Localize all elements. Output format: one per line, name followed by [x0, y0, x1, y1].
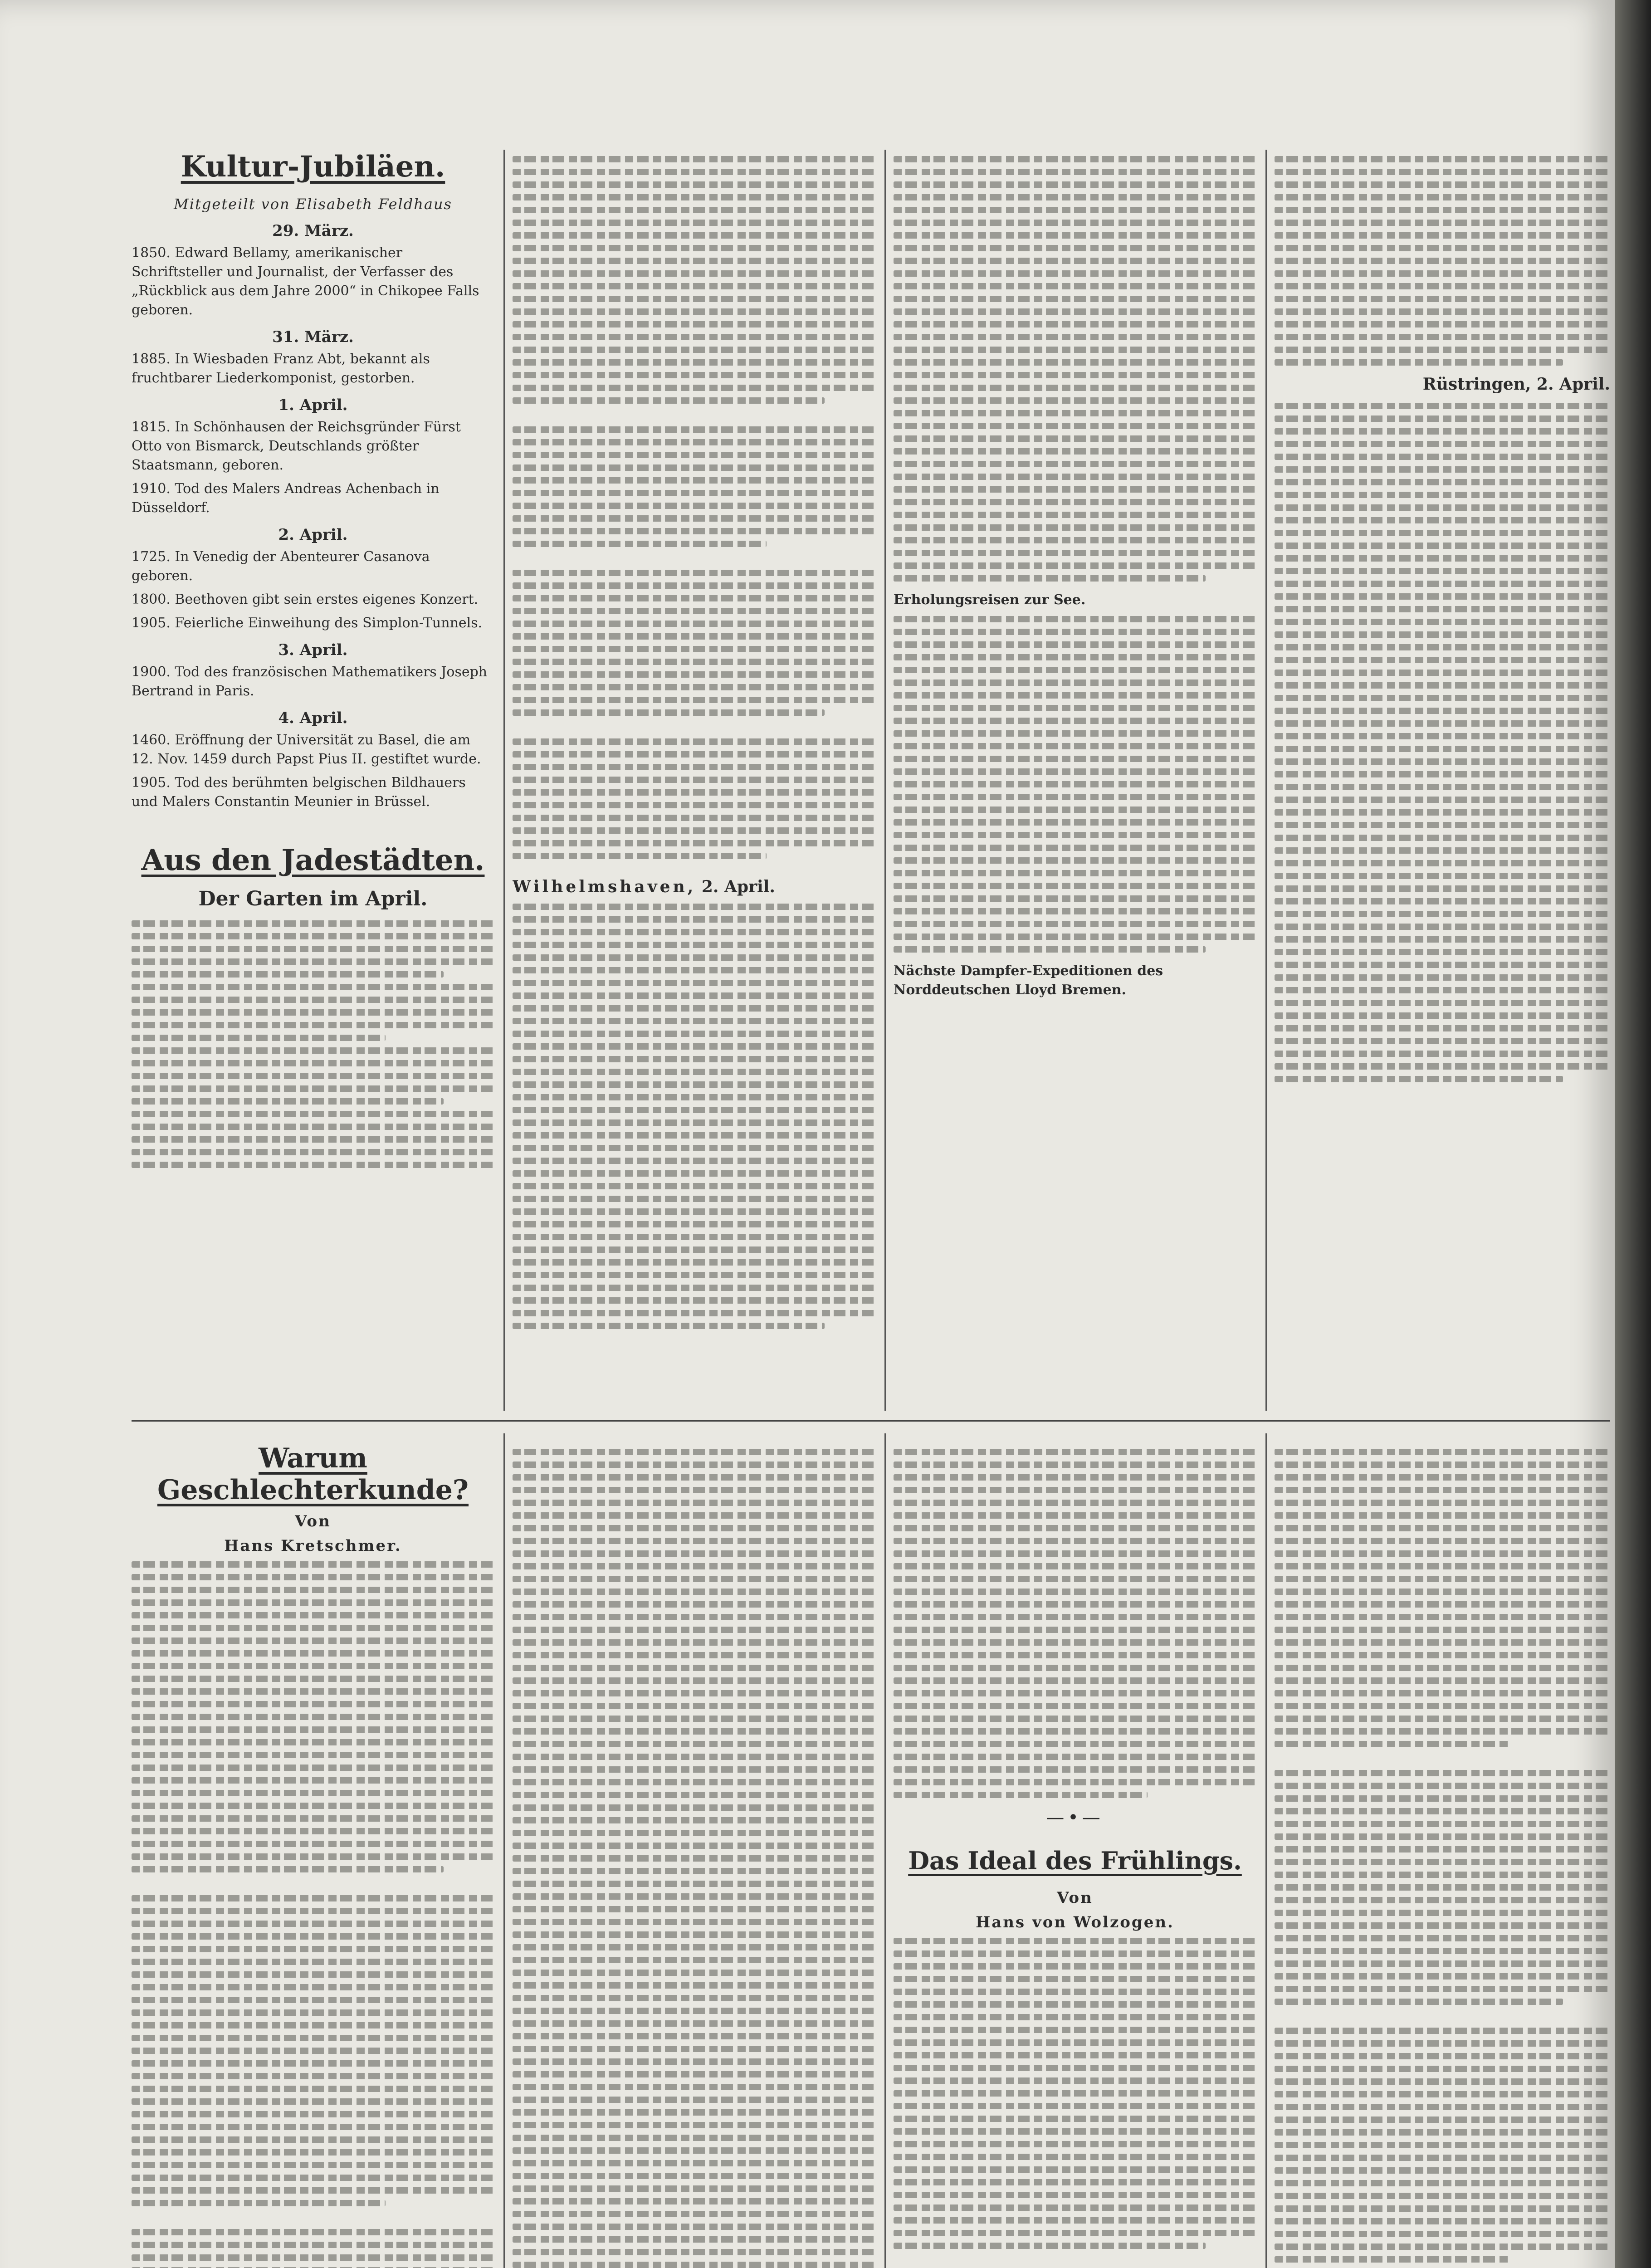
date-2-april: 2. April.: [278, 526, 348, 544]
column-rule: [1265, 150, 1267, 1411]
subheading-garten-im-april: Der Garten im April.: [198, 887, 428, 910]
article-garten-continued: [513, 156, 875, 859]
entry-1815: 1815. In Schönhausen der Reichsgründer Fürst Otto von Bismarck, Deutschlands größter Staatsmann, geboren.: [132, 419, 461, 473]
article-geschlechterkunde-end: [894, 1449, 1256, 1798]
column-rule: [1265, 1433, 1267, 2268]
column-rule: [884, 150, 886, 1411]
column-ideal-fruehling-2: [1275, 1442, 1610, 2268]
article-garten-body: [132, 920, 494, 1168]
ornament-divider: —•—: [1046, 1807, 1104, 1828]
page-edge-shadow: [1615, 0, 1651, 2268]
article-ideal-body: [894, 1938, 1256, 2249]
column-kultur-jubilaeen: [132, 150, 494, 1402]
byline-wolzogen: Hans von Wolzogen.: [976, 1913, 1174, 1931]
entry-1725: 1725. In Venedig der Abenteurer Casanova geboren.: [132, 549, 430, 584]
entry-1900: 1900. Tod des französischen Mathematikers Joseph Bertrand in Paris.: [132, 664, 488, 699]
byline-von: Von: [295, 1512, 331, 1530]
dateline-date: 2. April.: [701, 877, 775, 896]
date-3-april: 3. April.: [278, 641, 348, 659]
section-dampfer-expeditionen: Nächste Dampfer-Expeditionen des Norddeutschen Lloyd Bremen.: [894, 963, 1163, 998]
heading-aus-den-jadestaedten: Aus den Jadestädten.: [141, 843, 485, 877]
column-geschlechterkunde: [132, 1442, 494, 2268]
column-rule: [884, 1433, 886, 2268]
dateline-wilhelmshaven: [513, 877, 875, 896]
entry-1910: 1910. Tod des Malers Andreas Achenbach in Düsseldorf.: [132, 481, 440, 516]
heading-kultur-jubilaeen: Kultur-Jubiläen.: [181, 150, 445, 184]
byline-feldhaus: Mitgeteilt von Elisabeth Feldhaus: [174, 196, 452, 213]
section-divider: [132, 1420, 1610, 1422]
column-lloyd: [894, 150, 1256, 1402]
article-geschlechterkunde-body: [132, 1561, 494, 2268]
date-31-maerz: 31. März.: [272, 328, 354, 346]
column-geschlechterkunde-2: [513, 1442, 875, 2268]
entry-1850: 1850. Edward Bellamy, amerikanischer Schriftsteller und Journalist, der Verfasser des „Rückblick aus dem Jahre 2000“ in Chikopee Falls geboren.: [132, 245, 479, 318]
column-rule: [503, 150, 505, 1411]
byline-kretschmer: Hans Kretschmer.: [224, 1537, 402, 1555]
dateline-ruestringen: Rüstringen, 2. April.: [1422, 375, 1610, 394]
column-garten-continued: [513, 150, 875, 1402]
article-ideal-continued: [1275, 1449, 1610, 2263]
heading-ideal-des-fruehlings: Das Ideal des Frühlings.: [908, 1846, 1242, 1875]
article-ruestringen-body: [1275, 403, 1610, 1082]
entry-1885: 1885. In Wiesbaden Franz Abt, bekannt als fruchtbarer Liederkomponist, gestorben.: [132, 351, 430, 386]
entry-1460: 1460. Eröffnung der Universität zu Basel, die am 12. Nov. 1459 durch Papst Pius II. gestiftet wurde.: [132, 732, 481, 767]
column-ruestringen: [1275, 150, 1610, 1402]
article-kaufmannschaft-continued: [894, 156, 1256, 582]
entry-1905a: 1905. Feierliche Einweihung des Simplon-Tunnels.: [132, 615, 483, 631]
date-29-maerz: 29. März.: [272, 222, 354, 240]
article-dampfer-list: [1275, 156, 1610, 366]
column-rule: [503, 1433, 505, 2268]
entry-1905b: 1905. Tod des berühmten belgischen Bildhauers und Malers Constantin Meunier in Brüssel.: [132, 775, 466, 810]
date-4-april: 4. April.: [278, 709, 348, 727]
byline-von-2: Von: [1057, 1889, 1093, 1907]
article-geschlechterkunde-continued: [513, 1449, 875, 2268]
column-ideal-fruehling: [894, 1442, 1256, 2268]
article-kaufmannschaft-body: [513, 904, 875, 1329]
article-erholungsreisen-body: [894, 616, 1256, 953]
entry-1800: 1800. Beethoven gibt sein erstes eigenes Konzert.: [132, 591, 479, 607]
heading-warum-geschlechterkunde: Warum Geschlechterkunde?: [157, 1442, 469, 1506]
date-1-april: 1. April.: [278, 396, 348, 414]
dateline-city: Wilhelmshaven,: [513, 877, 696, 896]
section-erholungsreisen: Erholungsreisen zur See.: [894, 592, 1086, 608]
